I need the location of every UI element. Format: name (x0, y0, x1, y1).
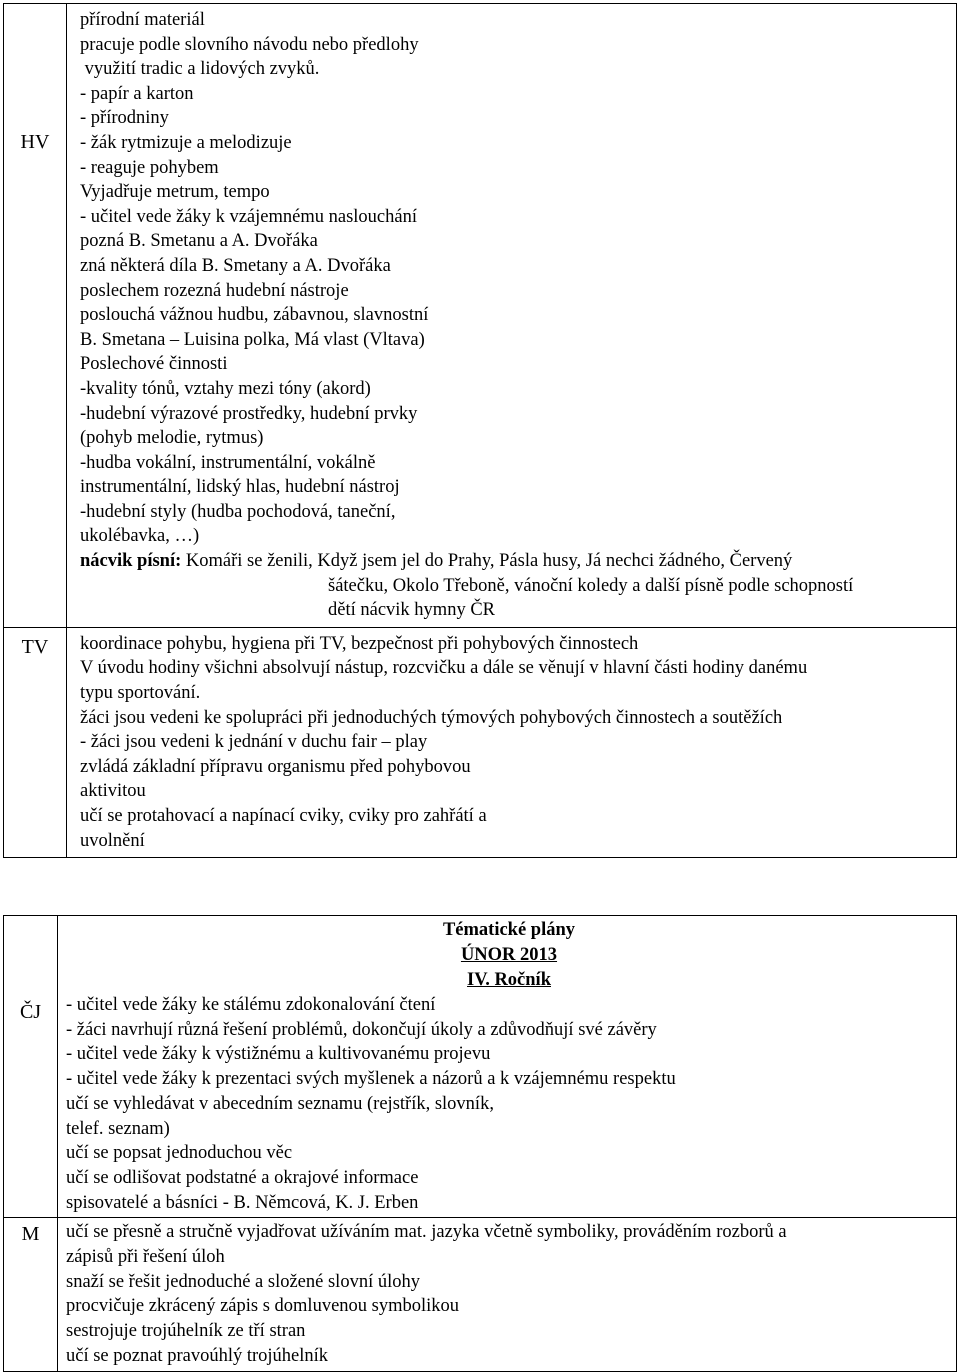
hv-pre-lines (80, 8, 952, 131)
cj-row (4, 916, 957, 1218)
m-line: zápisů při řešení úloh (66, 1247, 225, 1268)
tv-line: učí se protahovací a napínací cviky, cviky pro zahřátí a (80, 806, 487, 826)
songs-line-3: dětí nácvik hymny ČR (328, 600, 495, 621)
plan-header (66, 918, 952, 993)
m-line: procvičuje zkrácený zápis s domluvenou symbolikou (66, 1296, 460, 1317)
hv-row (4, 4, 957, 628)
tv-line: typu sportování. (80, 683, 201, 704)
hv-line: zná některá díla B. Smetany a A. Dvořáka (80, 255, 391, 276)
hv-line: poslouchá vážnou hudbu, zábavnou, slavnostní (80, 305, 429, 326)
plan-title: Tématické plány (442, 920, 576, 940)
m-line: učí se přesně a stručně vyjadřovat užíváním mat. jazyka včetně symboliky, prováděním rozborů a (66, 1222, 787, 1243)
tv-content-cell (67, 627, 957, 857)
cj-line: spisovatelé a básníci - B. Němcová, K. J. Erben (66, 1192, 419, 1213)
tv-line: žáci jsou vedeni ke spolupráci při jednoduchých týmových pohybových činnostech a soutěžích (80, 707, 783, 728)
cj-line: - učitel vede žáky k prezentaci svých myšlenek a názorů a k vzájemnému respektu (66, 1069, 676, 1090)
cj-line: učí se vyhledávat v abecedním seznamu (rejstřík, slovník, (66, 1093, 494, 1114)
hv-line: využití tradic a lidových zvyků. (80, 59, 320, 80)
hv-line: - žák rytmizuje a melodizuje (80, 132, 292, 153)
m-content-cell (58, 1218, 957, 1371)
tv-lines (80, 632, 952, 853)
cj-line: učí se odlišovat podstatné a okrajové informace (66, 1167, 419, 1188)
hv-line: Poslechové činnosti (80, 354, 228, 375)
curriculum-table-upper (3, 3, 957, 858)
subject-label-hv: HV (20, 131, 50, 153)
songs-block (80, 549, 952, 574)
subject-cell-hv (4, 4, 67, 628)
tv-line: zvládá základní přípravu organismu před pohybovou (80, 756, 471, 777)
subject-label-tv: TV (21, 635, 49, 658)
tv-line: - žáci jsou vedeni k jednání v duchu fair – play (80, 732, 428, 753)
songs-label: nácvik písní: (80, 551, 186, 572)
m-line: sestrojuje trojúhelník ze tří stran (66, 1321, 306, 1342)
cj-line: - žáci navrhují různá řešení problémů, dokončují úkoly a zdůvodňují své závěry (66, 1019, 657, 1040)
tv-line: koordinace pohybu, hygiena při TV, bezpečnost při pohybových činnostech (80, 633, 639, 654)
hv-line: B. Smetana – Luisina polka, Má vlast (Vltava) (80, 329, 425, 350)
hv-line: -kvality tónů, vztahy mezi tóny (akord) (80, 378, 371, 399)
m-lines (66, 1220, 952, 1368)
m-row (4, 1218, 957, 1371)
plan-grade: IV. Ročník (467, 970, 551, 990)
tv-line: aktivitou (80, 781, 146, 802)
subject-label-m: M (21, 1223, 40, 1246)
cj-lines (66, 993, 952, 1215)
curriculum-table-lower (3, 915, 957, 1372)
hv-line: - učitel vede žáky k vzájemnému naslouchání (80, 206, 417, 227)
subject-cell-tv (4, 627, 67, 857)
hv-line: přírodní materiál (80, 10, 205, 30)
hv-line: poslechem rozezná hudební nástroje (80, 280, 349, 301)
hv-line: -hudba vokální, instrumentální, vokálně (80, 452, 376, 473)
hv-line: -hudební výrazové prostředky, hudební prvky (80, 403, 418, 424)
m-line: učí se poznat pravoúhlý trojúhelník (66, 1345, 329, 1366)
hv-line: ukolébavka, …) (80, 526, 200, 547)
hv-line: - přírodniny (80, 108, 169, 129)
hv-line: (pohyb melodie, rytmus) (80, 428, 264, 449)
hv-line: Vyjadřuje metrum, tempo (80, 182, 270, 203)
subject-cell-m (4, 1218, 58, 1371)
hv-content-cell (67, 4, 957, 628)
plan-month: ÚNOR 2013 (460, 945, 558, 965)
hv-line: - papír a karton (80, 83, 194, 104)
subject-label-cj: ČJ (19, 1001, 42, 1023)
tv-line: V úvodu hodiny všichni absolvují nástup, rozcvičku a dále se věnují v hlavní části hodiny danému (80, 658, 808, 679)
tv-row (4, 627, 957, 857)
cj-line: telef. seznam) (66, 1118, 170, 1139)
hv-lines (80, 131, 952, 549)
m-line: snaží se řešit jednoduché a složené slovní úlohy (66, 1271, 420, 1292)
tv-line: uvolnění (80, 830, 145, 851)
hv-line: -hudební styly (hudba pochodová, taneční, (80, 501, 396, 522)
songs-line-2: šátečku, Okolo Třeboně, vánoční koledy a další písně podle schopností (328, 575, 854, 596)
hv-line: pracuje podle slovního návodu nebo předlohy (80, 34, 419, 55)
cj-line: učí se popsat jednoduchou věc (66, 1143, 293, 1164)
cj-line: - učitel vede žáky ke stálému zdokonalování čtení (66, 995, 436, 1015)
hv-line: instrumentální, lidský hlas, hudební nástroj (80, 477, 400, 498)
cj-content-cell (58, 916, 957, 1218)
hv-line: - reaguje pohybem (80, 157, 219, 178)
hv-line: pozná B. Smetanu a A. Dvořáka (80, 231, 318, 252)
songs-line-1: Komáři se ženili, Když jsem jel do Prahy, Pásla husy, Já nechci žádného, Červený (185, 551, 793, 572)
subject-cell-cj (4, 916, 58, 1218)
cj-line: - učitel vede žáky k výstižnému a kultivovanému projevu (66, 1044, 491, 1065)
